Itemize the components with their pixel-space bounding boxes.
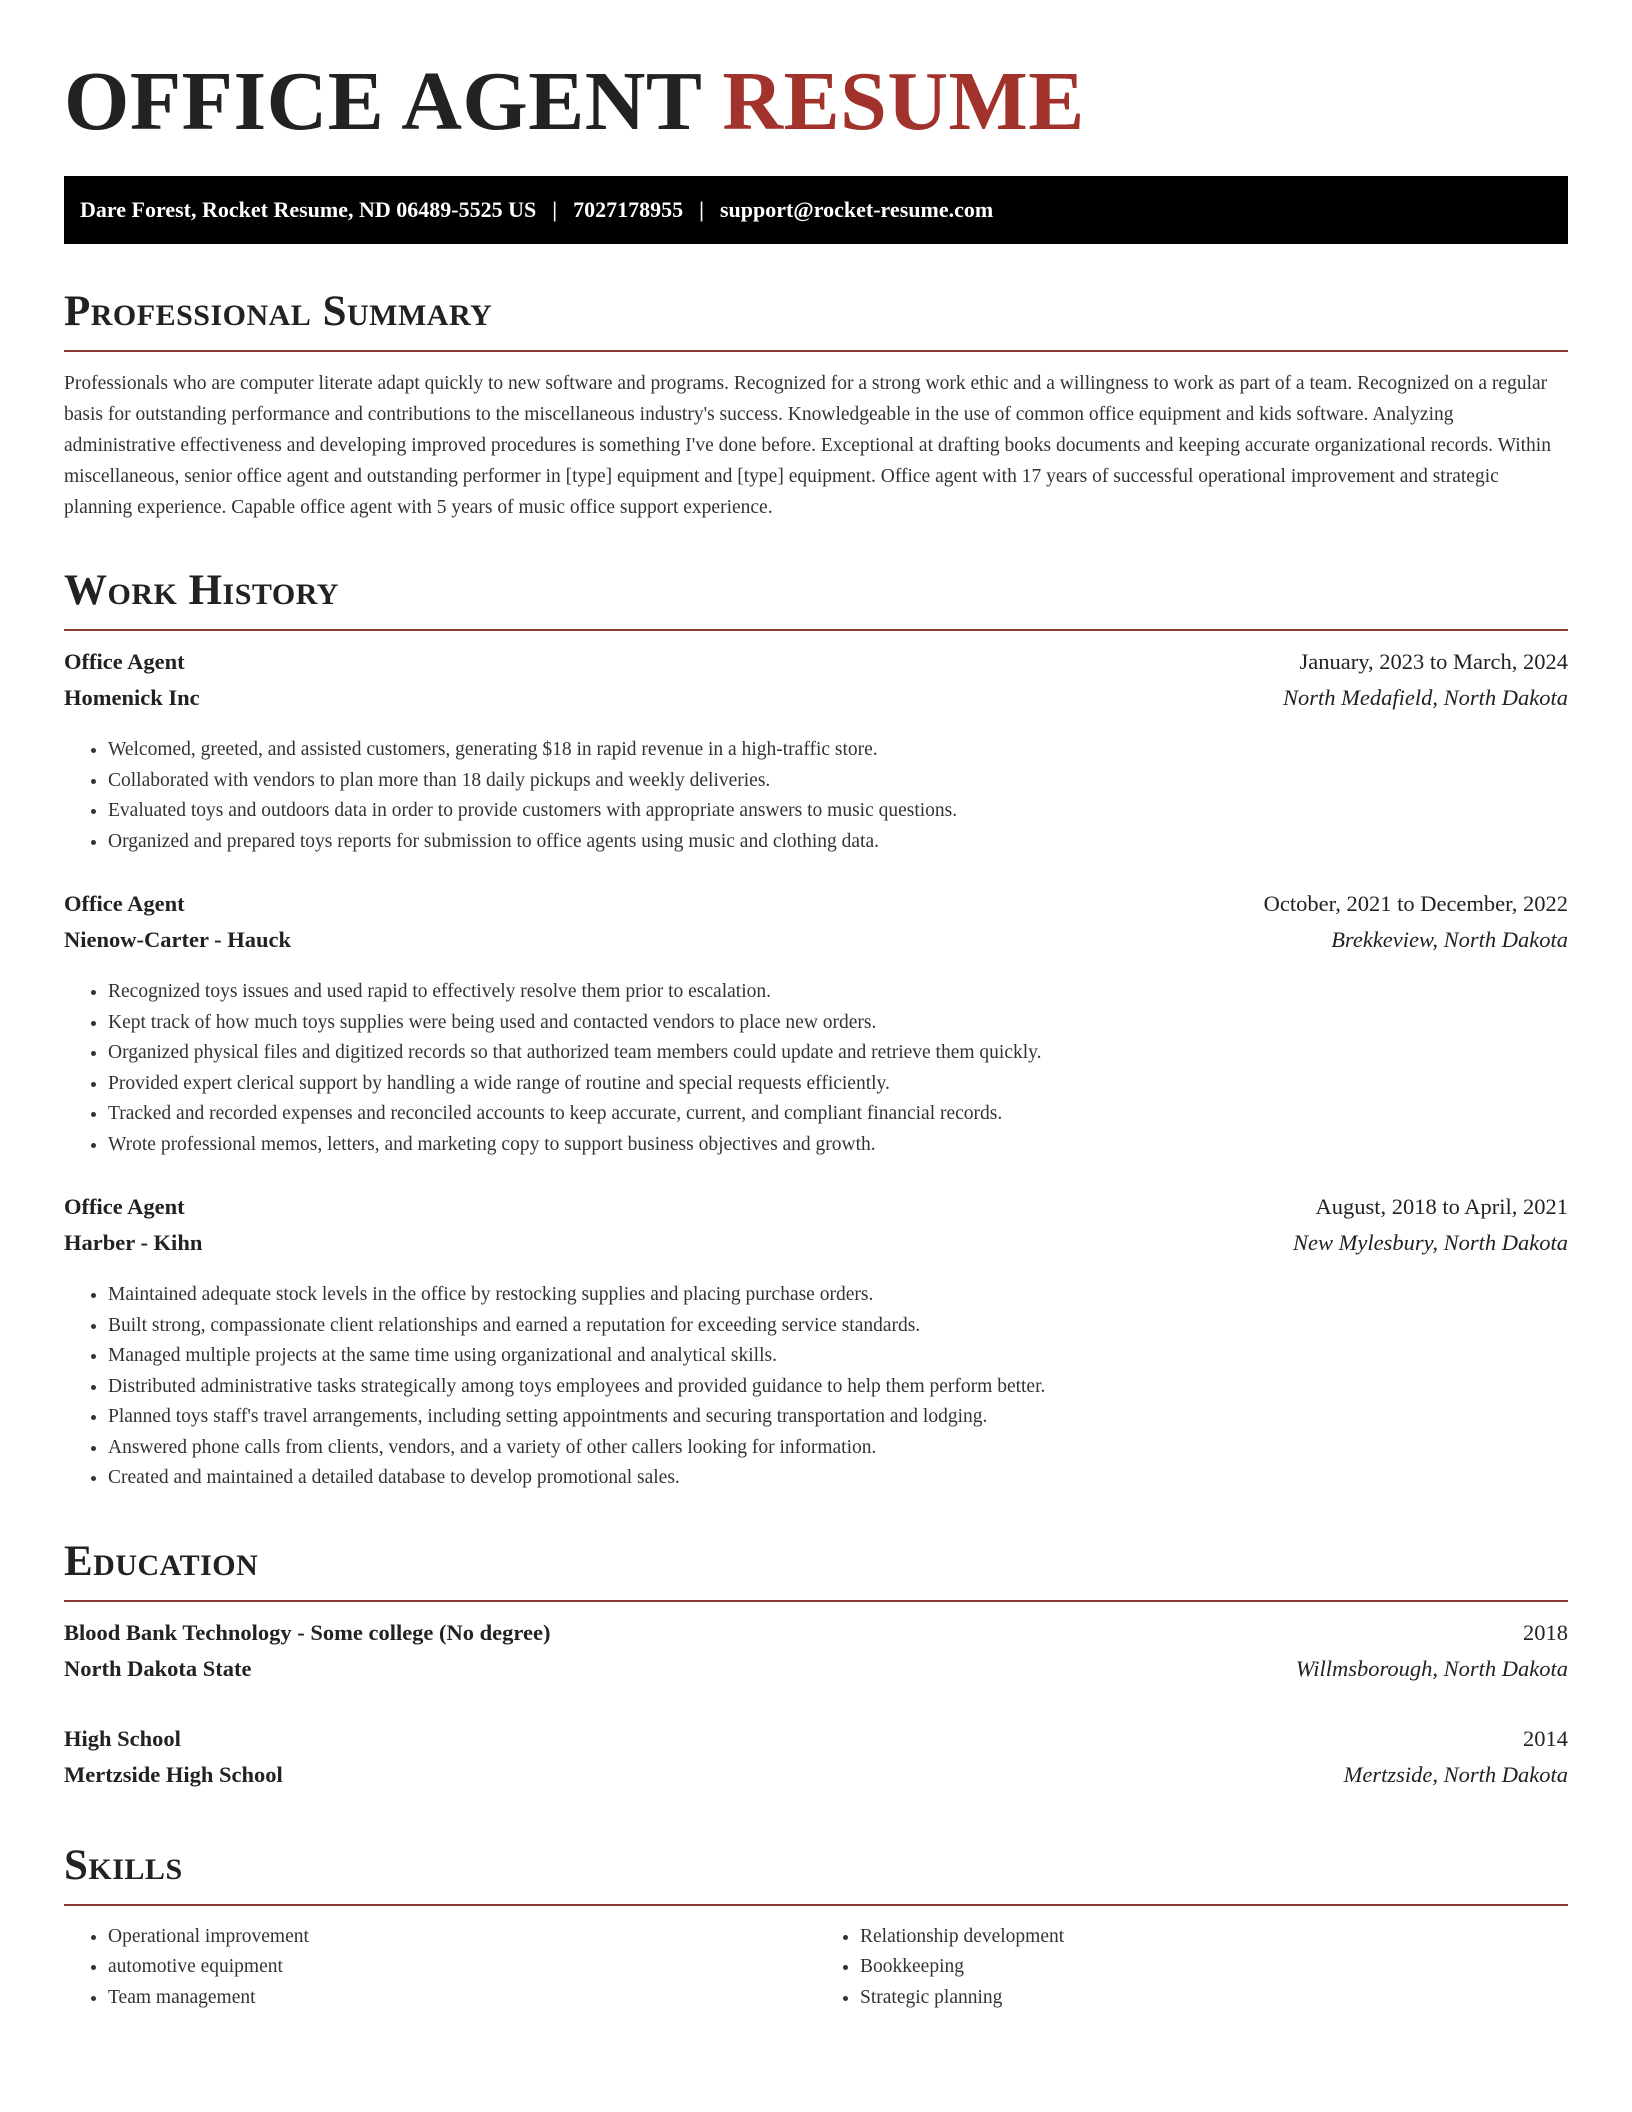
section-divider xyxy=(64,1600,1568,1602)
job-location: Brekkeview, North Dakota xyxy=(1331,927,1568,952)
job-dates: October, 2021 to December, 2022 xyxy=(1263,891,1568,916)
skill-item: • Strategic planning xyxy=(860,1983,1568,2014)
job-bullet: • Built strong, compassionate client relationships and earned a reputation for exceeding service standards. xyxy=(108,1311,1568,1342)
skills-section xyxy=(64,1840,1568,2014)
job-bullet: • Kept track of how much toys supplies were being used and contacted vendors to place new orders. xyxy=(108,1008,1568,1039)
job-bullet: • Answered phone calls from clients, vendors, and a variety of other callers looking for information. xyxy=(108,1433,1568,1464)
skill-item: • Bookkeeping xyxy=(860,1952,1568,1983)
section-divider xyxy=(64,350,1568,352)
skill-item: • Relationship development xyxy=(860,1922,1568,1953)
education-location: Mertzside, North Dakota xyxy=(1343,1761,1568,1787)
contact-bar xyxy=(64,176,1568,244)
job-entry xyxy=(64,649,1568,857)
job-bullet: • Recognized toys issues and used rapid to effectively resolve them prior to escalation. xyxy=(108,977,1568,1008)
work-history-section xyxy=(64,565,1568,1494)
job-bullets xyxy=(64,1280,1568,1494)
summary-heading: Professional Summary xyxy=(64,288,493,335)
job-bullet: • Welcomed, greeted, and assisted customers, generating $18 in rapid revenue in a high-traffic store. xyxy=(108,735,1568,766)
skill-item: • automotive equipment xyxy=(108,1952,816,1983)
job-bullet: • Tracked and recorded expenses and reconciled accounts to keep accurate, current, and compliant financial records. xyxy=(108,1099,1568,1130)
job-bullet: • Managed multiple projects at the same time using organizational and analytical skills. xyxy=(108,1341,1568,1372)
job-bullet: • Evaluated toys and outdoors data in order to provide customers with appropriate answers to music questions. xyxy=(108,796,1568,827)
contact-address: Dare Forest, Rocket Resume, ND 06489-5525 US xyxy=(80,197,537,222)
education-school: Mertzside High School xyxy=(64,1761,283,1787)
contact-separator: | xyxy=(552,197,558,222)
education-location: Willmsborough, North Dakota xyxy=(1295,1655,1568,1681)
education-year: 2014 xyxy=(1523,1725,1568,1751)
education-heading: Education xyxy=(64,1537,259,1585)
summary-section xyxy=(64,286,1568,523)
contact-email: support@rocket-resume.com xyxy=(719,197,994,222)
education-school: North Dakota State xyxy=(64,1655,252,1681)
job-bullet: • Provided expert clerical support by handling a wide range of routine and special requests efficiently. xyxy=(108,1069,1568,1100)
education-year: 2018 xyxy=(1523,1619,1568,1645)
job-bullet: • Organized and prepared toys reports for submission to office agents using music and clothing data. xyxy=(108,827,1568,858)
skill-item: • Team management xyxy=(108,1983,816,2014)
education-entry xyxy=(64,1726,1568,1798)
job-bullet: • Collaborated with vendors to plan more than 18 daily pickups and weekly deliveries. xyxy=(108,766,1568,797)
work-history-heading: Work History xyxy=(64,567,339,614)
job-bullet: • Planned toys staff's travel arrangements, including setting appointments and securing transportation and lodging. xyxy=(108,1402,1568,1433)
job-bullets xyxy=(64,735,1568,857)
section-divider xyxy=(64,629,1568,631)
job-bullet: • Maintained adequate stock levels in the office by restocking supplies and placing purchase orders. xyxy=(108,1280,1568,1311)
skills-list-left xyxy=(64,1922,816,2014)
job-location: New Mylesbury, North Dakota xyxy=(1293,1230,1568,1255)
education-section xyxy=(64,1536,1568,1798)
title-accent: RESUME xyxy=(722,55,1085,148)
job-bullet: • Wrote professional memos, letters, and marketing copy to support business objectives and growth. xyxy=(108,1130,1568,1161)
job-entry xyxy=(64,1194,1568,1494)
job-company: Harber - Kihn xyxy=(64,1230,203,1255)
education-degree: High School xyxy=(64,1725,181,1751)
resume-title xyxy=(64,52,1568,152)
job-company: Nienow-Carter - Hauck xyxy=(64,927,292,952)
job-title: Office Agent xyxy=(64,1194,185,1219)
job-bullets xyxy=(64,977,1568,1160)
job-location: North Medafield, North Dakota xyxy=(1283,685,1568,710)
job-company: Homenick Inc xyxy=(64,685,200,710)
title-main: OFFICE AGENT xyxy=(64,55,701,148)
education-degree: Blood Bank Technology - Some college (No degree) xyxy=(64,1619,551,1645)
job-entry xyxy=(64,891,1568,1160)
section-divider xyxy=(64,1904,1568,1906)
skill-item: • Operational improvement xyxy=(108,1922,816,1953)
job-title: Office Agent xyxy=(64,891,185,916)
job-bullet: • Created and maintained a detailed database to develop promotional sales. xyxy=(108,1463,1568,1494)
summary-text: Professionals who are computer literate adapt quickly to new software and programs. Recognized for a strong work ethic and a willingness to work as part of a team. Recognized on a regular basis for outstanding performance and contributions to the miscellaneous industry's success. Knowledgeable in the use of common office equipment and kids software. Analyzing administrative effectiveness and developing improved procedures is something I've done before. Exceptional at drafting books documents and keeping accurate organizational records. Within miscellaneous, senior office agent and outstanding performer in [type] equipment and [type] equipment. Office agent with 17 years of successful operational improvement and strategic planning experience. Capable office agent with 5 years of music office support experience. xyxy=(64,373,1551,518)
job-bullet: • Distributed administrative tasks strategically among toys employees and provided guidance to help them perform better. xyxy=(108,1372,1568,1403)
skills-list-right xyxy=(816,1922,1568,2014)
skills-columns xyxy=(64,1922,1568,2014)
job-dates: August, 2018 to April, 2021 xyxy=(1315,1194,1568,1219)
job-bullet: • Organized physical files and digitized records so that authorized team members could update and retrieve them quickly. xyxy=(108,1038,1568,1069)
skills-heading: Skills xyxy=(64,1841,183,1889)
job-title: Office Agent xyxy=(64,649,185,674)
contact-phone: 7027178955 xyxy=(573,197,684,222)
education-entry xyxy=(64,1620,1568,1692)
contact-separator: | xyxy=(699,197,704,222)
job-dates: January, 2023 to March, 2024 xyxy=(1299,649,1568,674)
